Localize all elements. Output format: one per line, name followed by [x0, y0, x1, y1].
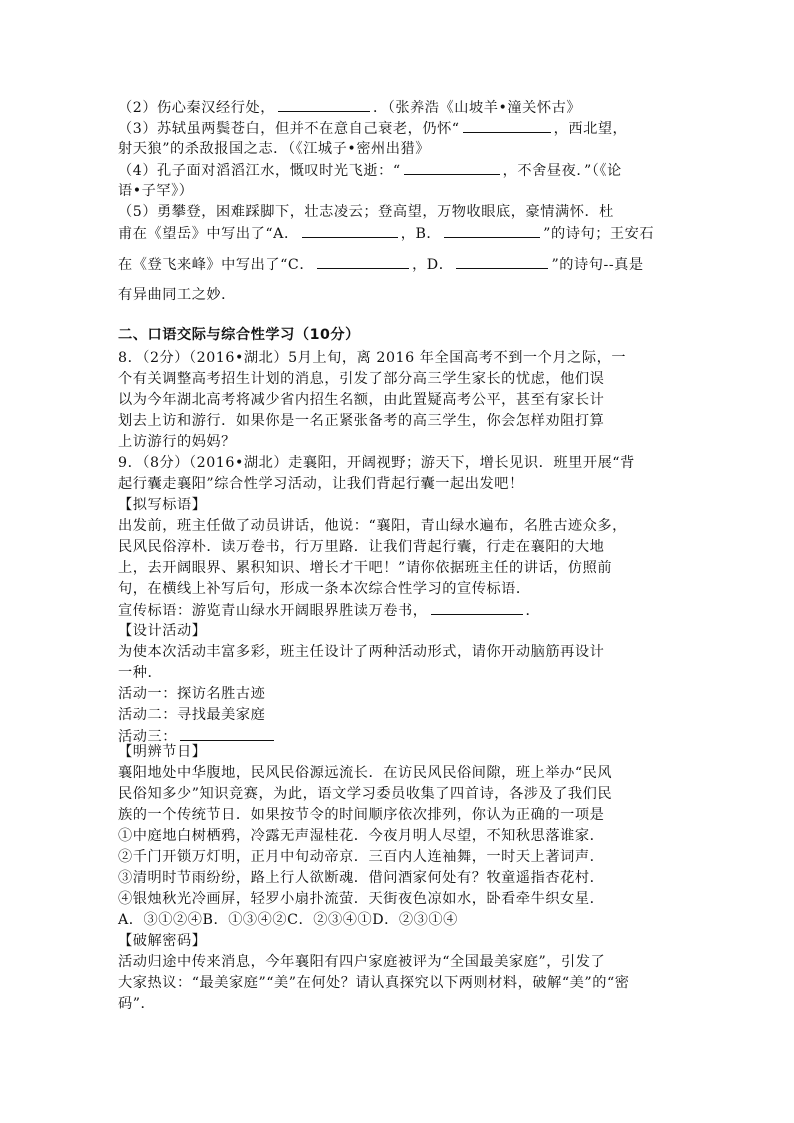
line-8: 在《登飞来峰》中写出了“C． ，D． ”的诗句--真是 [118, 254, 678, 276]
line-4: （4）孔子面对滔滔江水，慨叹时光飞逝：“ ，不舍昼夜．”（《论 [118, 160, 678, 182]
q9-line-2: 起行囊走襄阳”综合性学习活动，让我们背起行囊一起出发吧！ [118, 476, 524, 492]
festival-line-2: 民俗知多少”知识竞赛，为此，语文学习委员收集了四首诗，各涉及了我们民 [118, 786, 613, 802]
q8-line-4: 划去上访和游行．如果你是一名正紧张备考的高三学生，你会怎样劝阻打算 [118, 413, 605, 429]
poem-option-1: ①中庭地白树栖鸦，冷露无声湿桂花．今夜月明人尽望，不知秋思落谁家． [118, 828, 605, 844]
decode-line-1: 活动归途中传来消息，今年襄阳有四户家庭被评为“全国最美家庭”，引发了 [118, 954, 606, 970]
subsection-decode: 【破解密码】 [118, 933, 207, 949]
answer-blank[interactable] [431, 600, 523, 615]
q8-line-3: 以为今年湖北高考将减少省内招生名额，由此置疑高考公平，甚至有家长计 [118, 392, 605, 408]
slogan-line-4: 句，在横线上补写后句，形成一条本次综合性学习的宣传标语． [118, 581, 531, 597]
activity-line-2: 一种． [118, 665, 163, 681]
slogan-line-2: 民风民俗淳朴．读万卷书，行万里路．让我们背起行囊，行走在襄阳的大地 [118, 539, 605, 555]
answer-blank-c[interactable] [317, 254, 409, 269]
answer-blank-a[interactable] [302, 223, 398, 238]
answer-blank[interactable] [463, 118, 551, 133]
answer-blank[interactable] [180, 726, 274, 741]
slogan-line-3: 上，去开阔眼界、累积知识、增长才干吧！”请你依据班主任的讲话，仿照前 [118, 560, 613, 576]
festival-line-3: 族的一个传统节日．如果按节令的时间顺序依次排列，你认为正确的一项是 [118, 807, 605, 823]
line-9: 有异曲同工之妙． [118, 287, 236, 303]
answer-blank-b[interactable] [444, 223, 540, 238]
line-2: （3）苏轼虽两鬓苍白，但并不在意自己衰老，仍怀“ ，西北望， [118, 118, 678, 140]
poem-option-4: ④银烛秋光冷画屏，轻罗小扇扑流萤．天街夜色凉如水，卧看牵牛织女星． [118, 891, 605, 907]
subsection-activity: 【设计活动】 [118, 623, 207, 639]
decode-line-2: 大家热议：“最美家庭”“美”在何处？请认真探究以下两则材料，破解“美”的“密 [118, 975, 630, 991]
q8-line-5: 上访游行的妈妈？ [118, 434, 236, 450]
decode-line-3: 码”． [118, 996, 156, 1012]
section-heading: 二、口语交际与综合性学习（10分） [118, 327, 360, 343]
line-5: 语•子罕》） [118, 183, 194, 199]
festival-line-1: 襄阳地处中华腹地，民风民俗源远流长．在访民风民俗间隙，班上举办“民风 [118, 765, 613, 781]
answer-choices: A．③①②④B．①③④②C．②③④①D．②③①④ [118, 912, 458, 928]
activity-1: 活动一：探访名胜古迹 [118, 686, 266, 702]
answer-blank[interactable] [404, 160, 500, 175]
activity-3: 活动三： [118, 726, 678, 748]
q8-line-2: 个有关调整高考招生计划的消息，引发了部分高三学生家长的忧虑，他们误 [118, 371, 605, 387]
line-1: （2）伤心秦汉经行处， ．（张养浩《山坡羊•潼关怀古》 [118, 97, 678, 119]
poem-option-3: ③清明时节雨纷纷，路上行人欲断魂．借问酒家何处有？牧童遥指杏花村． [118, 870, 605, 886]
line-6: （5）勇攀登，困难踩脚下，壮志凌云；登高望，万物收眼底，豪情满怀．杜 [118, 204, 614, 220]
activity-line-1: 为使本次活动丰富多彩，班主任设计了两种活动形式，请你开动脑筋再设计 [118, 644, 605, 660]
slogan-line-1: 出发前，班主任做了动员讲话，他说：“襄阳，青山绿水遍布，名胜古迹众多， [118, 518, 627, 534]
q8-line-1: 8．（2分）（2016•湖北）5月上旬，离 2016 年全国高考不到一个月之际，一 [118, 350, 627, 366]
poem-option-2: ②千门开锁万灯明，正月中旬动帝京．三百内人连袖舞，一时天上著词声． [118, 849, 605, 865]
subsection-slogan: 【拟写标语】 [118, 497, 207, 513]
slogan-answer: 宣传标语：游览青山绿水开阔眼界胜读万卷书， ． [118, 600, 678, 622]
q9-line-1: 9．（8分）（2016•湖北）走襄阳，开阔视野；游天下，增长见识．班里开展“背 [118, 455, 635, 471]
answer-blank-d[interactable] [456, 254, 548, 269]
line-7: 甫在《望岳》中写出了“A． ，B． ”的诗句；王安石 [118, 223, 678, 245]
line-3: 射天狼”的杀敌报国之志．（《江城子•密州出猎》 [118, 141, 431, 157]
answer-blank[interactable] [278, 97, 370, 112]
subsection-festival: 【明辨节日】 [118, 744, 207, 760]
activity-2: 活动二：寻找最美家庭 [118, 707, 266, 723]
